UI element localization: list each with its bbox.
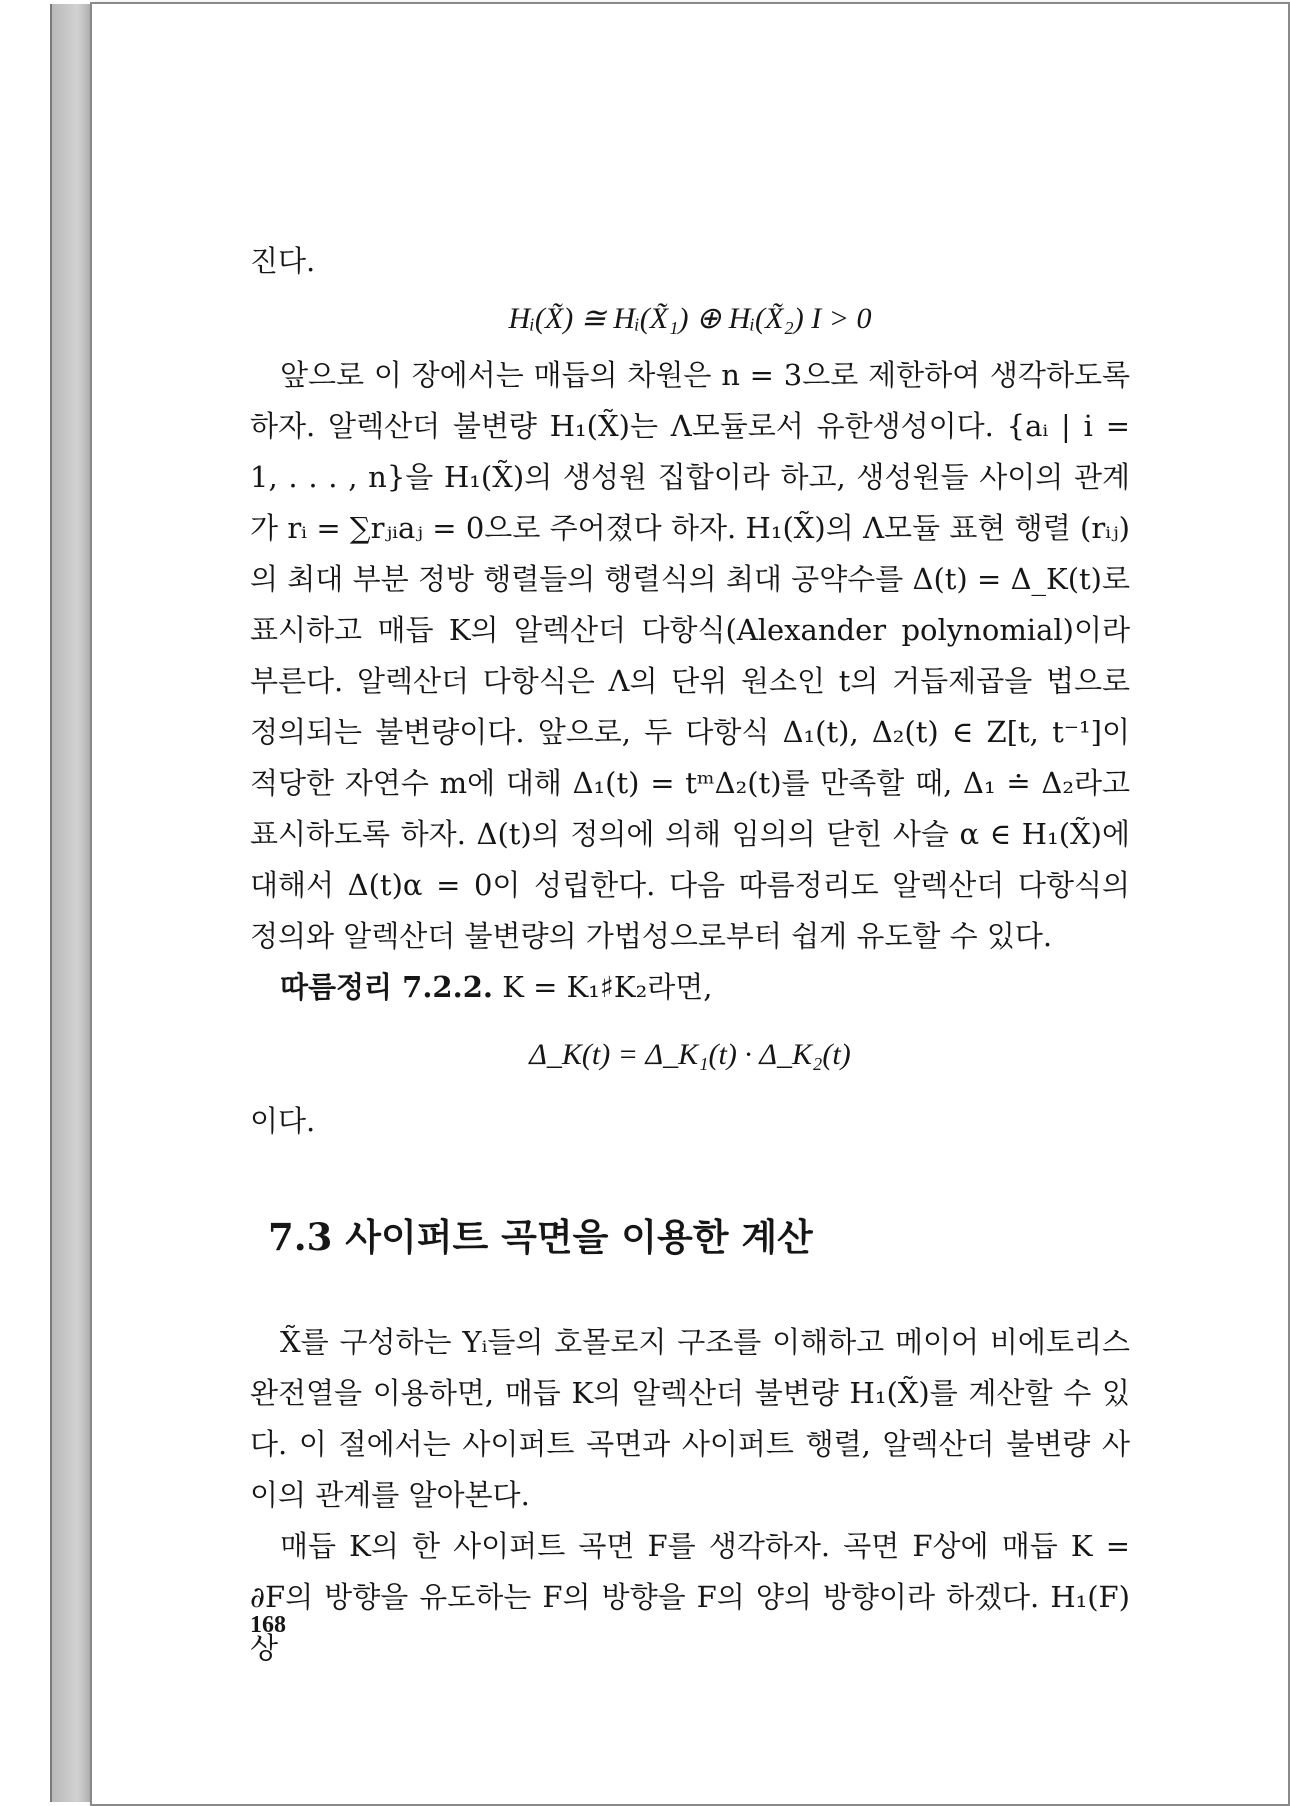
paragraph-intro: 진다. (250, 244, 316, 278)
paragraph-seifert-intro: X̃를 구성하는 Yᵢ들의 호몰로지 구조를 이해하고 메이어 비에토리스 완전열을 이용하면, 매듭 K의 알렉산더 불변량 H₁(X̃)를 계산할 수 있다. 이 절에서는 사이퍼트 곡면과 사이퍼트 행렬, 알렉산더 불변량 사이의 관계를 알아본다. (250, 1325, 1130, 1512)
section-title: 7.3 사이퍼트 곡면을 이용한 계산 (268, 1215, 813, 1259)
page-content (250, 236, 1130, 1674)
equation-homology-sum: Hᵢ(X̃) ≅ Hᵢ(X̃₁) ⊕ Hᵢ(X̃₂) I > 0 (508, 302, 872, 335)
page-number: 168 (250, 1612, 286, 1638)
corollary-statement (250, 962, 1130, 1013)
paragraph-alexander-polynomial: 앞으로 이 장에서는 매듭의 차원은 n = 3으로 제한하여 생각하도록 하자. 알렉산더 불변량 H₁(X̃)는 Λ모듈로서 유한생성이다. {aᵢ | i = 1, . . . , n}을 H₁(X̃)의 생성원 집합이라 하고, 생성원들 사이의 관계가 rᵢ = ∑rⱼᵢaⱼ = 0으로 주어졌다 하자. H₁(X̃)의 Λ모듈 표현 행렬 (rᵢⱼ)의 최대 부분 정방 행렬들의 행렬식의 최대 공약수를 Δ(t) = Δ_K(t)로 표시하고 매듭 K의 알렉산더 다항식(Alexander polynomial)이라 부른다. 알렉산더 다항식은 Λ의 단위 원소인 t의 거듭제곱을 법으로 정의되는 불변량이다. 앞으로, 두 다항식 Δ₁(t), Δ₂(t) ∈ Z[t, t⁻¹]이 적당한 자연수 m에 대해 Δ₁(t) = tᵐΔ₂(t)를 만족할 때, Δ₁ ≐ Δ₂라고 표시하도록 하자. Δ(t)의 정의에 의해 임의의 닫힌 사슬 α ∈ H₁(X̃)에 대해서 Δ(t)α = 0이 성립한다. 다음 따름정리도 알렉산더 다항식의 정의와 알렉산더 불변량의 가법성으로부터 쉽게 유도할 수 있다. (250, 358, 1130, 953)
paragraph-seifert-surface: 매듭 K의 한 사이퍼트 곡면 F를 생각하자. 곡면 F상에 매듭 K = ∂F의 방향을 유도하는 F의 방향을 F의 양의 방향이라 하겠다. H₁(F)상 (250, 1529, 1130, 1665)
paragraph-conclusion: 이다. (250, 1104, 316, 1138)
corollary-label: 따름정리 7.2.2. (280, 970, 493, 1004)
corollary-text: K = K₁♯K₂라면, (502, 970, 713, 1004)
book-edge (50, 4, 94, 1802)
equation-polynomial-product: Δ_K(t) = Δ_K₁(t) · Δ_K₂(t) (529, 1038, 851, 1071)
